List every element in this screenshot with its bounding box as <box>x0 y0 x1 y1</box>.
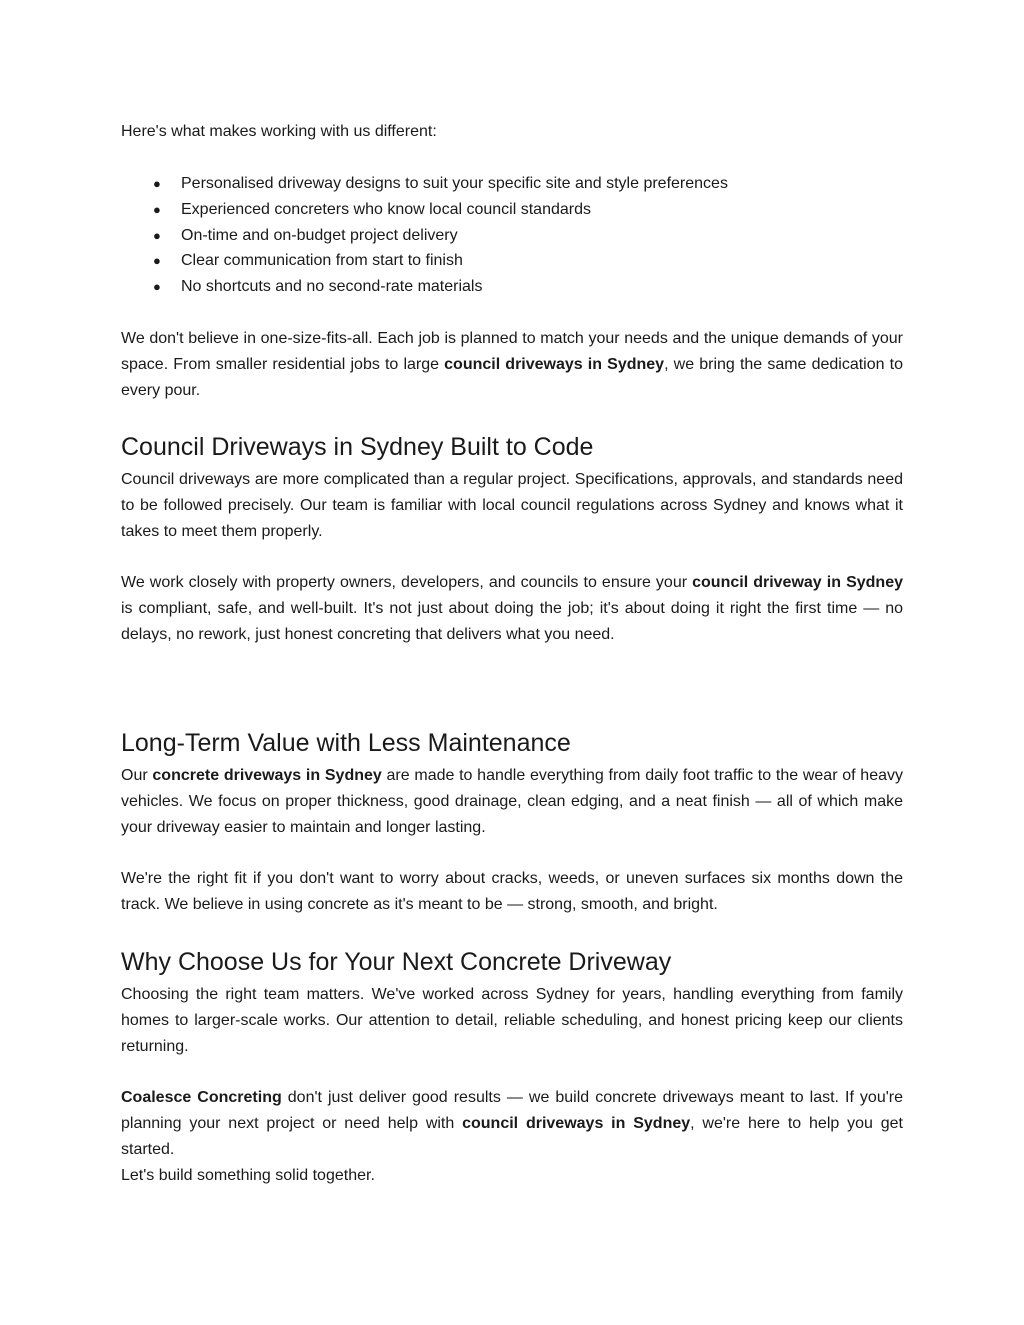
list-item: ● Experienced concreters who know local council standards <box>121 197 728 223</box>
intro-text: Here's what makes working with us different: <box>121 123 437 140</box>
heading-why-choose-us: Why Choose Us for Your Next Concrete Driveway <box>121 948 672 976</box>
bullet-icon: ● <box>153 279 161 294</box>
bullet-icon: ● <box>153 176 161 191</box>
paragraph-durability: Our concrete driveways in Sydney are made to handle everything from daily foot traffic to the wear of heavy vehicles. We focus on proper thickness, good drainage, clean edging, and a neat finish — all of which make your driveway easier to maintain and longer lasting. <box>121 767 904 836</box>
bullet-icon: ● <box>153 253 161 269</box>
paragraph-choosing-team: Choosing the right team matters. We've worked across Sydney for years, handling everything from family homes to larger-scale works. Our attention to detail, reliable scheduling, and honest pricing keep our clients returning. <box>121 986 903 1055</box>
heading-long-term-value: Long-Term Value with Less Maintenance <box>121 729 571 757</box>
list-item: ● No shortcuts and no second-rate materials <box>121 274 728 300</box>
paragraph-council-requirements: Council driveways are more complicated than a regular project. Specifications, approvals, and standards need to be followed precisely. Our team is familiar with local council regulations across Sydney and knows what it takes to meet them properly. <box>121 471 903 540</box>
closing-block <box>121 1085 903 1189</box>
bullet-icon: ● <box>153 227 161 243</box>
heading-council-driveways: Council Driveways in Sydney Built to Code <box>121 433 594 461</box>
list-item: ● Clear communication from start to finish <box>121 248 728 274</box>
list-item: ● On-time and on-budget project delivery <box>121 223 728 249</box>
list-item: ● Personalised driveway designs to suit your specific site and style preferences <box>121 171 728 197</box>
paragraph-council-compliance: We work closely with property owners, developers, and councils to ensure your council driveway in Sydney is compliant, safe, and well-built. It's not just about doing the job; it's about doing it right the first time — no delays, no rework, just honest concreting that delivers what you need. <box>121 574 903 643</box>
paragraph-company-promise: Coalesce Concreting don't just deliver good results — we build concrete driveways meant to last. If you're planning your next project or need help with council driveways in Sydney, we're here to help you get started. <box>121 1089 904 1158</box>
features-list <box>121 171 728 300</box>
bullet-icon: ● <box>153 201 161 217</box>
closing-line: Let's build something solid together. <box>121 1167 375 1184</box>
paragraph-approach: We don't believe in one-size-fits-all. Each job is planned to match your needs and the unique demands of your space. From smaller residential jobs to large council driveways in Sydney, we bring the same dedication to every pour. <box>121 330 903 399</box>
paragraph-right-fit: We're the right fit if you don't want to worry about cracks, weeds, or uneven surfaces six months down the track. We believe in using concrete as it's meant to be — strong, smooth, and bright. <box>121 870 903 913</box>
